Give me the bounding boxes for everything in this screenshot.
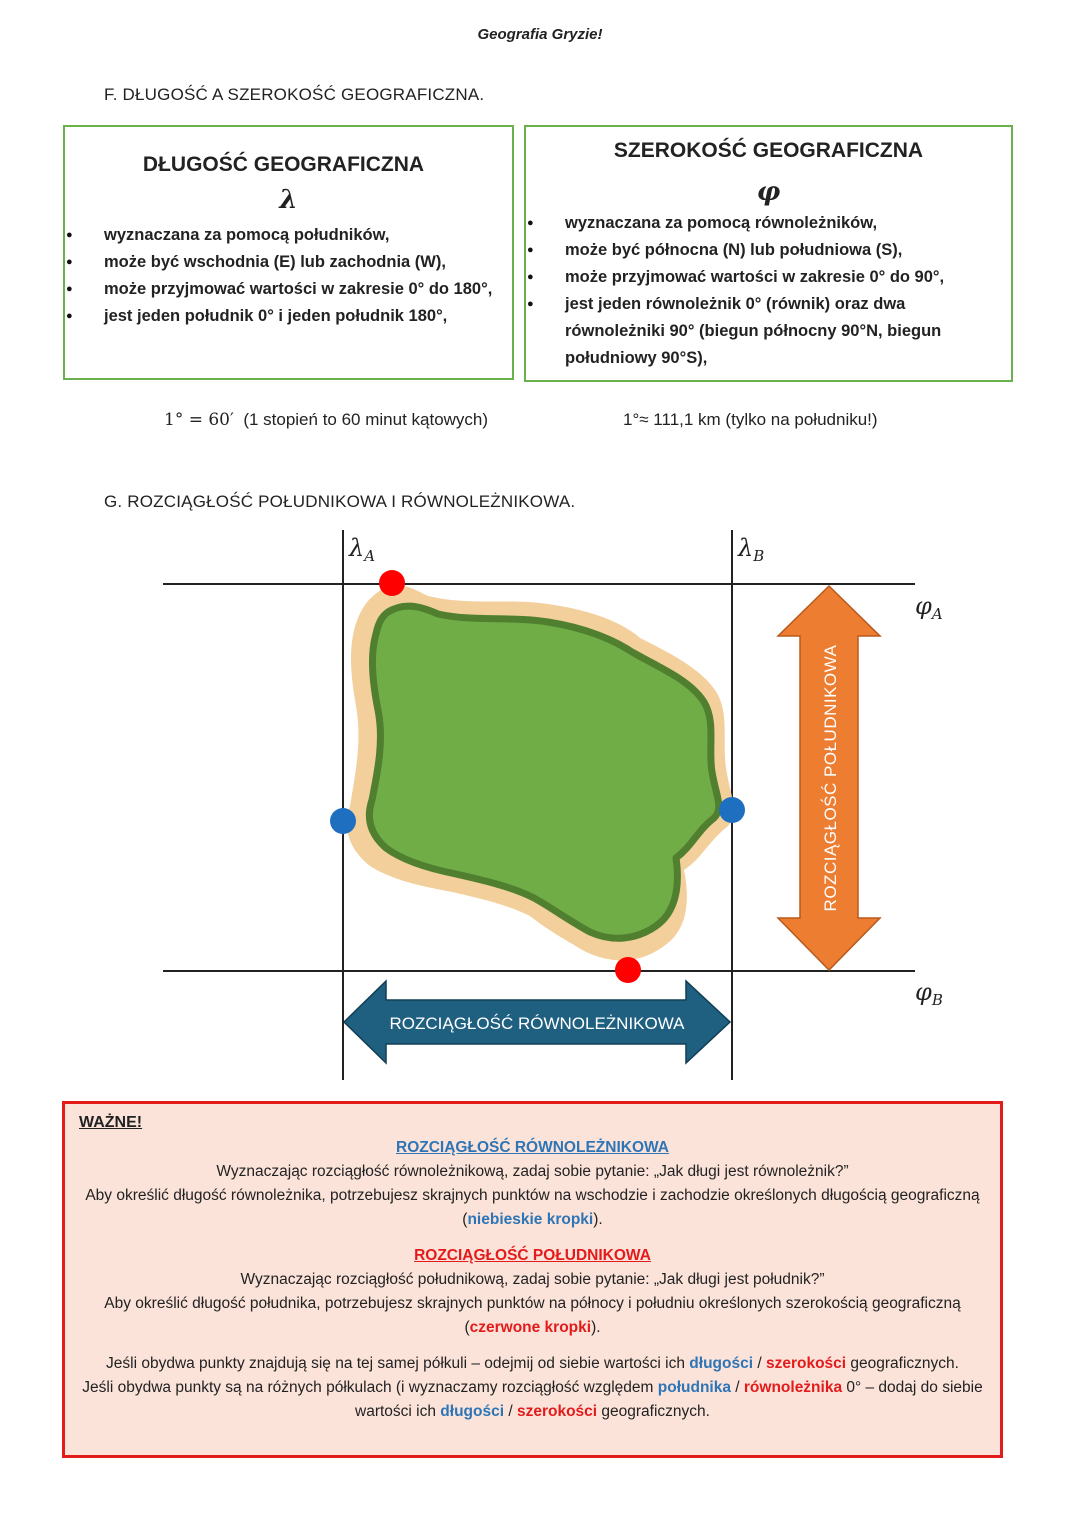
longitude-title: DŁUGOŚĆ GEOGRAFICZNA [142, 153, 425, 176]
latitudinal-extent-line1: Wyznaczając rozciągłość równoleżnikową, zadaj sobie pytanie: „Jak długi jest równoleżnik?” [216, 1163, 849, 1180]
red-dots-highlight: czerwone kropki [469, 1319, 592, 1336]
meridional-extent-label: ROZCIĄGŁOŚĆ POŁUDNIKOWA [821, 644, 840, 912]
rule-same-hemisphere: Jeśli obydwa punkty znajdują się na tej samej półkuli – odejmij od siebie wartości ich długości / szerokości geograficznych. [106, 1355, 959, 1372]
degree-minute-formula: 1° = 60′ [164, 410, 234, 430]
list-item: ● może przyjmować wartości w zakresie 0° do 90°, [565, 264, 1005, 291]
list-item: ● może przyjmować wartości w zakresie 0° do 180°, [104, 276, 504, 303]
blue-dots-highlight: niebieskie kropki [467, 1211, 594, 1228]
phi-symbol: φ [756, 177, 781, 207]
document-header-title: Geografia Gryzie! [477, 26, 603, 43]
phi-a-label: $\varphi_A$ [915, 592, 943, 623]
longitude-note [164, 410, 488, 430]
latitudinal-extent-heading: ROZCIĄGŁOŚĆ RÓWNOLEŻNIKOWA [396, 1139, 669, 1156]
lambda-b-label: $\lambda_B$ [738, 534, 765, 565]
important-box [62, 1101, 1003, 1458]
rule-different-hemispheres: Jeśli obydwa punkty są na różnych półkulach (i wyznaczamy rozciągłość względem południka / równoleżnika 0° – dodaj do siebie wartości ich długości / szerokości geograficznych. [82, 1379, 983, 1420]
list-item: ● jest jeden południk 0° i jeden południk 180°, [104, 303, 504, 330]
meridional-extent-line1: Wyznaczając rozciągłość południkową, zadaj sobie pytanie: „Jak długi jest południk?” [240, 1271, 825, 1288]
meridional-extent-heading: ROZCIĄGŁOŚĆ POŁUDNIKOWA [414, 1247, 651, 1264]
latitude-title: SZEROKOŚĆ GEOGRAFICZNA [613, 139, 924, 162]
lambda-a-label: $\lambda_A$ [349, 534, 376, 565]
longitude-list [104, 222, 504, 330]
westernmost-point-dot [330, 808, 356, 834]
section-g-heading: G. ROZCIĄGŁOŚĆ POŁUDNIKOWA I RÓWNOLEŻNIKOWA. [104, 492, 576, 511]
list-item: ● jest jeden równoleżnik 0° (równik) oraz dwa równoleżniki 90° (biegun północny 90°N, biegun południowy 90°S), [565, 291, 1005, 372]
list-item: ● wyznaczana za pomocą równoleżników, [565, 210, 1005, 237]
degree-minute-text: (1 stopień to 60 minut kątowych) [243, 410, 489, 429]
list-item: ● może być wschodnia (E) lub zachodnia (W), [104, 249, 504, 276]
northernmost-point-dot [379, 570, 405, 596]
lambda-symbol: λ [279, 185, 298, 215]
extent-diagram [0, 525, 1080, 1090]
important-content [75, 1136, 990, 1424]
latitude-note: 1°≈ 111,1 km (tylko na południku!) [623, 410, 878, 429]
meridional-extent-line2: Aby określić długość południka, potrzebujesz skrajnych punktów na północy i południu określonych szerokością geograficzną (czerwone kropki). [104, 1295, 961, 1336]
southernmost-point-dot [615, 957, 641, 983]
important-label: WAŻNE! [79, 1114, 143, 1131]
list-item: ● może być północna (N) lub południowa (S), [565, 237, 1005, 264]
latitudinal-extent-line2: Aby określić długość równoleżnika, potrzebujesz skrajnych punktów na wschodzie i zachodzie określonych długością geograficzną (niebieskie kropki). [85, 1187, 980, 1228]
latitude-list [565, 210, 1005, 372]
list-item: ● wyznaczana za pomocą południków, [104, 222, 504, 249]
phi-b-label: $\varphi_B$ [915, 978, 943, 1009]
latitudinal-extent-label: ROZCIĄGŁOŚĆ RÓWNOLEŻNIKOWA [389, 1014, 685, 1033]
section-f-heading: F. DŁUGOŚĆ A SZEROKOŚĆ GEOGRAFICZNA. [104, 85, 485, 104]
easternmost-point-dot [719, 797, 745, 823]
